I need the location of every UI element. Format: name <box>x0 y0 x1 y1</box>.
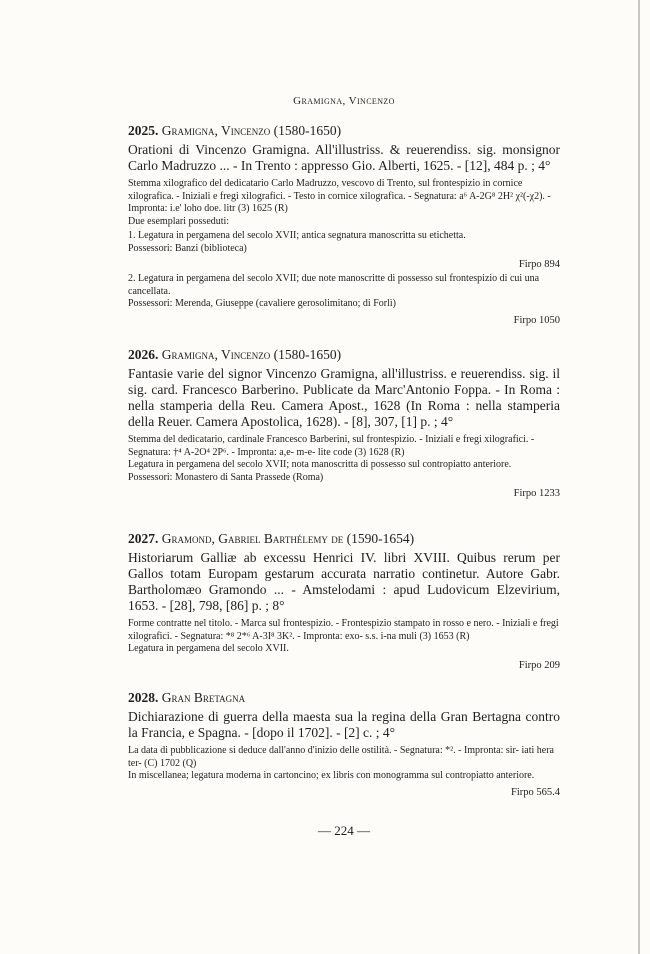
copy-line: Possessori: Banzi (biblioteca) <box>128 242 247 254</box>
copy-line: Possessori: Merenda, Giuseppe (cavaliere gerosolimitano; di Forlì) <box>128 298 396 309</box>
entry-number: 2025. <box>128 123 159 138</box>
entry-title: Fantasie varie del signor Vincenzo Gramigna, all'illustriss. e reuerendiss. sig. il sig. card. Francesco Barberino. Publicate da Marc'Antonio Foppa. - In Roma : nella stamperia della Reu. Camera Apost., 1628 (In Roma : nella stamperia della Reuer. Camera Apostolica, 1628). - [8], 307, [1] p. ; 4° <box>128 366 560 429</box>
copy-1 <box>128 230 560 255</box>
copy-2 <box>128 273 560 311</box>
catalogue-entry <box>128 122 560 327</box>
author-name: Gramigna, Vincenzo <box>161 347 271 362</box>
catalogue-entry <box>128 530 560 672</box>
note-line: Legatura in pergamena del secolo XVII; nota manoscritta di possesso sul contropiatto anteriore. <box>128 459 512 470</box>
author-dates: (1580-1650) <box>273 123 342 138</box>
shelfmark: Firpo 1050 <box>513 314 560 326</box>
running-head: Gramigna, Vincenzo <box>293 95 395 107</box>
author-dates: (1580-1650) <box>273 347 342 362</box>
scan-edge-shadow <box>638 0 640 954</box>
note-line: Legatura in pergamena del secolo XVII. <box>128 643 289 654</box>
shelfmark: Firpo 209 <box>518 659 560 671</box>
entry-title: Dichiarazione di guerra della maesta sua la regina della Gran Bertagna contro la Francia, e Spagna. - [dopo il 1702]. - [2] c. ; 4° <box>128 709 560 740</box>
note-line: Possessori: Monastero di Santa Prassede (Roma) <box>128 471 324 483</box>
entry-notes <box>128 178 560 228</box>
note-line: Stemma xilografico del dedicatario Carlo Madruzzo, vescovo di Trento, sul frontespizio in cornice xilografica. - Iniziali e fregi xilografici. - Testo in cornice xilografica. - Segnatura: a⁶ A-2G⁸ 2H² χ²(-χ2). - Impronta: i.e' loho doe. litr (3) 1625 (R) <box>128 178 551 214</box>
page-number: — 224 — <box>318 823 370 838</box>
author-name: Gramond, Gabriel Barthélemy de <box>161 531 344 546</box>
shelfmark: Firpo 894 <box>518 259 560 270</box>
copy-line: 2. Legatura in pergamena del secolo XVII; due note manoscritte di possesso sul frontespizio di cui una cancellata. <box>128 273 540 297</box>
entry-heading <box>128 346 560 363</box>
note-line: Stemma del dedicatario, cardinale Francesco Barberini, sul frontespizio. - Iniziali e fregi xilografici. - Segnatura: †⁴ A-2O⁴ 2P⁶. - Impronta: a,e- m-e- lite code (3) 1628 (R) <box>128 434 535 458</box>
entry-notes <box>128 434 560 484</box>
catalogue-entry <box>128 346 560 500</box>
catalogue-entry <box>128 689 560 799</box>
entry-heading <box>128 530 560 547</box>
note-line: Forme contratte nel titolo. - Marca sul frontespizio. - Frontespizio stampato in rosso e nero. - Iniziali e fregi xilografici. - Segnatura: *⁸ 2*⁶ A-3I⁸ 3K². - Impronta: exo- s.s. i-na muli (3) 1653 (R) <box>128 618 559 642</box>
note-line: In miscellanea; legatura moderna in cartoncino; ex libris con monogramma sul contropiatto anteriore. <box>128 770 535 781</box>
note-line: La data di pubblicazione si deduce dall'anno d'inizio delle ostilità. - Segnatura: *². - Impronta: sir- iati hera ter- (C) 1702 (Q) <box>128 745 554 769</box>
entry-title: Orationi di Vincenzo Gramigna. All'illustriss. & reuerendiss. sig. monsignor Carlo Madruzzo ... - In Trento : appresso Gio. Alberti, 1625. - [12], 484 p. ; 4° <box>128 142 560 173</box>
shelfmark: Firpo 1233 <box>513 488 560 499</box>
entry-notes <box>128 618 560 656</box>
author-name: Gramigna, Vincenzo <box>161 123 271 138</box>
entry-heading <box>128 689 560 706</box>
entry-title: Historiarum Galliæ ab excessu Henrici IV. libri XVIII. Quibus rerum per Gallos totam Europam gestarum accurata narratio continetur. Autore Gabr. Bartholomæo Gramondo ... - Amstelodami : apud Ludovicum Elzevirium, 1653. - [28], 798, [86] p. ; 8° <box>128 550 560 613</box>
entry-number: 2027. <box>128 531 159 546</box>
entry-number: 2028. <box>128 690 159 705</box>
author-dates: (1590-1654) <box>346 531 415 546</box>
author-name: Gran Bretagna <box>161 690 246 705</box>
shelfmark: Firpo 565.4 <box>510 786 560 798</box>
copy-line: 1. Legatura in pergamena del secolo XVII; antica segnatura manoscritta su etichetta. <box>128 230 466 241</box>
note-line: Due esemplari posseduti: <box>128 215 230 227</box>
entry-notes <box>128 745 560 783</box>
entry-heading <box>128 122 560 139</box>
entry-number: 2026. <box>128 347 159 362</box>
